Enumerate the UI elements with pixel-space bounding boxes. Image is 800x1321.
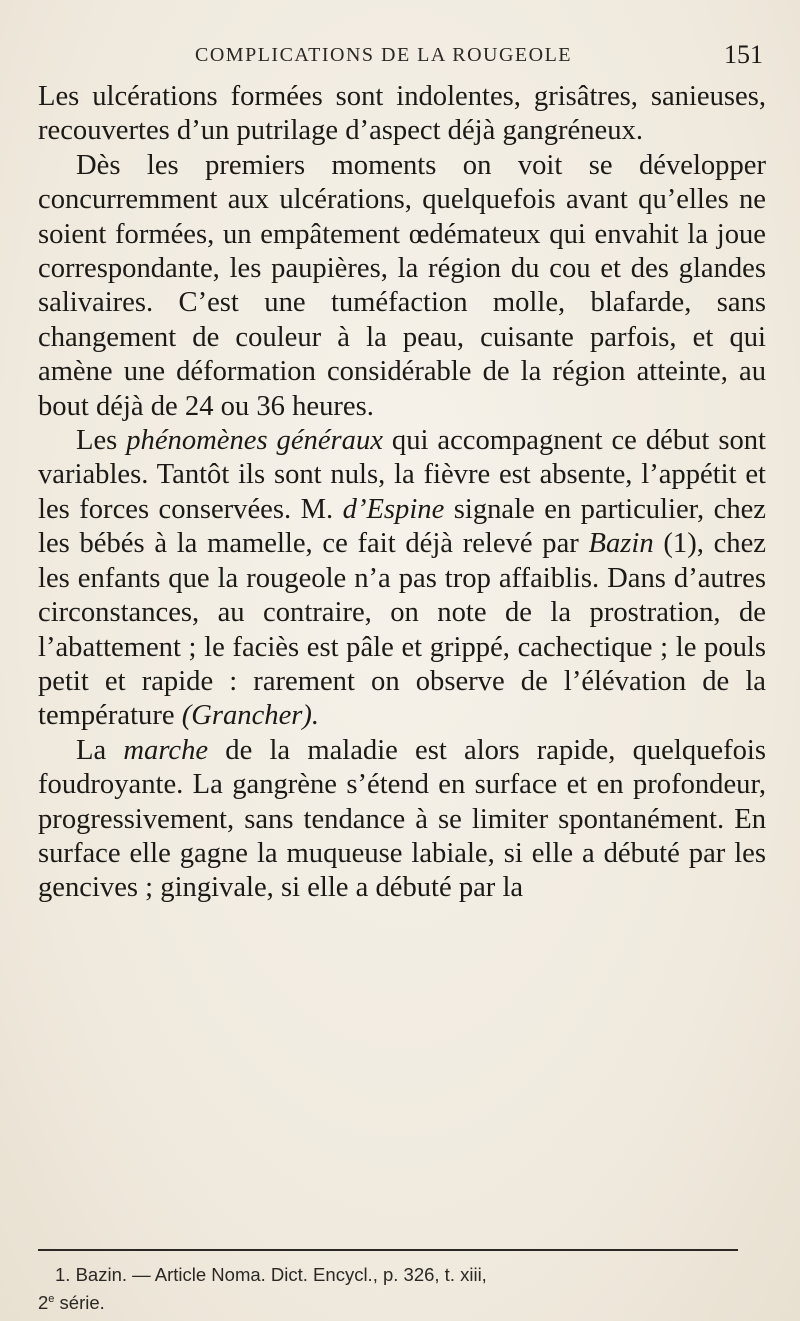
paragraph-3-text-c: signale en particulier, chez les bébés à la mamelle, ce fait déjà relevé par xyxy=(38,493,766,560)
body-text xyxy=(38,80,766,906)
paragraph-4-text-b: de la maladie est alors rapide, quelquefois foudroyante. La gangrène s’étend en surface et en profondeur, progressivement, sans tendance à se limiter spontanément. En surface elle gagne la muqueuse labiale, si elle a débuté par les gencives ; gingivale, si elle a débuté par la xyxy=(38,734,766,904)
footnote-number: 1. xyxy=(55,1264,71,1285)
paragraph-3 xyxy=(38,424,766,734)
paragraph-3-text-d: (1), chez les enfants que la rougeole n’a pas trop affaiblis. Dans d’autres circonstances, au contraire, on note de la prostration, de l’abattement ; le faciès est pâle et grippé, cachectique ; le pouls petit et rapide : rarement on observe de l’élévation de la température xyxy=(38,528,766,732)
footnote-series-text: série. xyxy=(54,1292,105,1314)
paragraph-1: Les ulcérations formées sont indolentes, grisâtres, sanieuses, recouvertes d’un putrilage d’aspect déjà gangréneux. xyxy=(38,81,766,147)
footnote-series-superscript: e xyxy=(48,1293,55,1305)
paragraph-2: Dès les premiers moments on voit se développer concurremment aux ulcérations, quelquefois avant qu’elles ne soient formées, un empâtement œdémateux qui envahit la joue correspondante, les paupières, la région du cou et des glandes salivaires. C’est une tuméfaction molle, blafarde, sans changement de couleur à la peau, cuisante parfois, et qui amène une déformation considérable de la région atteinte, au bout déjà de 24 ou 36 heures. xyxy=(38,149,766,422)
footnote-divider xyxy=(38,1249,738,1251)
running-title: COMPLICATIONS DE LA ROUGEOLE xyxy=(195,44,572,66)
paragraph-4 xyxy=(38,734,766,906)
paragraph-3-text-b: qui accompagnent ce début sont variables. Tantôt ils sont nuls, la fièvre est absente, l’appétit et les forces conservées. M. xyxy=(38,425,766,525)
paragraph-3-text-a: Les xyxy=(76,425,127,457)
page-number: 151 xyxy=(724,40,763,69)
footnote-series-number: 2 xyxy=(38,1292,49,1314)
emphasis-bazin: Bazin xyxy=(588,528,654,560)
paragraph-4-text-a: La xyxy=(76,734,124,766)
emphasis-marche: marche xyxy=(123,734,209,766)
footnote-text: Bazin. — Article Noma. Dict. Encycl., p. 326, t. xiii, xyxy=(75,1264,487,1285)
emphasis-phenomenes-generaux: phénomènes généraux xyxy=(126,425,383,457)
footnote xyxy=(38,1263,778,1315)
emphasis-d-espine: d’Espine xyxy=(342,493,445,525)
emphasis-grancher: (Grancher). xyxy=(181,700,320,732)
